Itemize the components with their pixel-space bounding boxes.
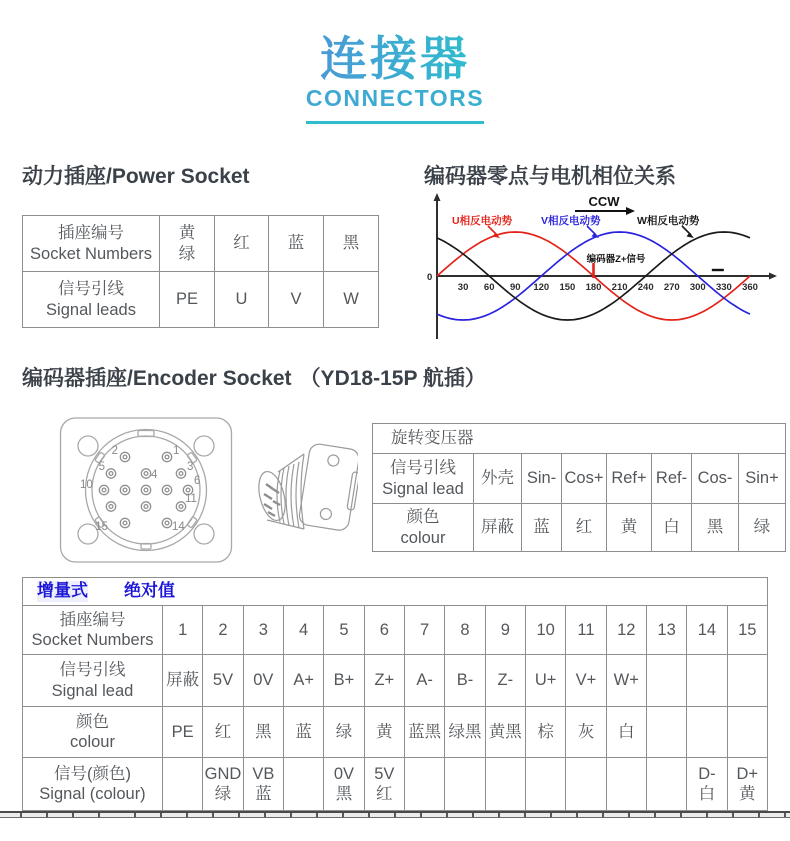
cell: GND 绿	[203, 758, 243, 811]
x-tick-label: 270	[663, 282, 680, 293]
page-title: 连接器	[320, 32, 470, 85]
page-subtitle: CONNECTORS	[0, 86, 790, 110]
encoder-socket-heading	[22, 362, 486, 392]
cell	[727, 655, 767, 707]
row-label-cn: 颜色	[76, 712, 109, 731]
x-tick-label: 300	[689, 282, 706, 293]
pin-label-11: 11	[185, 493, 197, 505]
power-socket-heading: 动力插座/Power Socket	[22, 165, 250, 188]
title-underline	[306, 121, 484, 124]
cell: 白	[606, 707, 646, 758]
pin-label-6: 6	[194, 475, 201, 487]
row-label-cn: 信号(颜色)	[54, 764, 131, 783]
x-tick-label: 180	[585, 282, 602, 293]
resolver-table	[372, 423, 786, 552]
cell: W	[324, 272, 379, 328]
pin-label-5: 5	[98, 461, 105, 473]
cell: Z+	[364, 655, 404, 707]
encoder-row-signal-colour	[23, 758, 768, 811]
resolver-title-row	[373, 424, 786, 454]
phase-chart-heading: 编码器零点与电机相位关系	[424, 165, 676, 188]
power-row-signal-leads	[23, 272, 379, 328]
series-w-label: W相反电动势	[637, 215, 700, 227]
connector-side-view-drawing	[246, 432, 358, 554]
power-row-socket-numbers	[23, 216, 379, 272]
page-header	[0, 33, 790, 124]
row-label-cn: 信号引线	[59, 661, 126, 680]
cell	[646, 655, 686, 707]
cell	[727, 707, 767, 758]
y-axis-arrow	[434, 193, 441, 201]
cell: Cos+	[562, 454, 607, 504]
tab-absolute[interactable]: 绝对值	[124, 581, 175, 601]
cell	[646, 707, 686, 758]
cell	[606, 758, 646, 811]
row-label-en: Signal lead	[51, 681, 134, 700]
x-tick-label: 330	[715, 282, 732, 293]
row-label-en: Signal leads	[46, 300, 136, 319]
cell: 3	[243, 606, 283, 655]
power-socket-table	[22, 215, 379, 328]
cell: 7	[404, 606, 444, 655]
cell: 绿	[739, 504, 786, 552]
cell	[163, 758, 203, 811]
power-socket-section	[22, 160, 378, 328]
x-axis-arrow	[769, 273, 777, 280]
x-tick-label: 210	[611, 282, 628, 293]
phase-chart	[424, 193, 790, 345]
cell: 棕	[525, 707, 565, 758]
cell: 绿	[324, 707, 364, 758]
cell: 屏蔽	[474, 504, 522, 552]
cell: 黑	[324, 216, 379, 272]
cell: 5	[324, 606, 364, 655]
cell	[445, 758, 485, 811]
phase-chart-section	[424, 160, 790, 293]
row-label-cn: 插座编号	[58, 224, 124, 243]
cell: 12	[606, 606, 646, 655]
cell: 外壳	[474, 454, 522, 504]
cell: Z-	[485, 655, 525, 707]
front-pins	[99, 452, 192, 527]
row-label-en: colour	[400, 528, 446, 547]
row-label-en: Socket Numbers	[31, 631, 154, 649]
origin-label: 0	[427, 272, 433, 283]
cell: 黄	[607, 504, 652, 552]
cell: 0V	[243, 655, 283, 707]
cell: 白	[652, 504, 692, 552]
pin-label-1: 1	[173, 445, 180, 457]
pin-label-10: 10	[80, 479, 93, 491]
encoder-tabs-cell	[23, 578, 768, 606]
cell: 13	[646, 606, 686, 655]
cell: 红	[203, 707, 243, 758]
row-label-cn: 插座编号	[59, 610, 126, 629]
cell	[525, 758, 565, 811]
x-tick-label: 360	[742, 282, 758, 293]
cell: 蓝	[522, 504, 562, 552]
encoder-heading-main: 编码器插座/Encoder Socket	[22, 367, 292, 390]
cell: Ref-	[652, 454, 692, 504]
cell: 黄	[364, 707, 404, 758]
cell: B-	[445, 655, 485, 707]
pin-label-2: 2	[111, 445, 118, 457]
cell: PE	[163, 707, 203, 758]
x-tick-label: 90	[510, 282, 521, 293]
cell: 11	[566, 606, 606, 655]
x-tick-label: 240	[637, 282, 654, 293]
cell: U	[215, 272, 269, 328]
cell: V	[269, 272, 324, 328]
cell: 10	[525, 606, 565, 655]
series-u-label: U相反电动势	[452, 215, 513, 227]
cell: 红	[215, 216, 269, 272]
row-label-signal-lead	[373, 454, 474, 504]
series-v-label: V相反电动势	[541, 215, 601, 227]
cell: B+	[324, 655, 364, 707]
cell: D+ 黄	[727, 758, 767, 811]
cell: 黄 绿	[160, 216, 215, 272]
cell: Sin+	[739, 454, 786, 504]
cell: 0V 黑	[324, 758, 364, 811]
tab-incremental[interactable]: 增量式	[37, 581, 88, 601]
cell: 9	[485, 606, 525, 655]
encoder-row-signal-lead	[23, 655, 768, 707]
encoder-row-socket-numbers	[23, 606, 768, 655]
cell: PE	[160, 272, 215, 328]
row-label-socket-numbers	[23, 216, 160, 272]
ccw-label: CCW	[588, 194, 620, 209]
x-tick-label: 150	[559, 282, 576, 293]
cell: 1	[163, 606, 203, 655]
row-label-en: colour	[70, 733, 115, 751]
row-label-signal-colour	[23, 758, 163, 811]
row-label-cn: 信号引线	[58, 280, 124, 299]
cell: 6	[364, 606, 404, 655]
next-table-cutoff-edge	[0, 811, 790, 818]
ccw-arrow-head	[626, 207, 635, 215]
cell	[687, 707, 727, 758]
cell: VB 蓝	[243, 758, 283, 811]
encoder-table	[22, 577, 768, 811]
pin-label-4: 4	[151, 469, 158, 481]
row-label-signal-leads	[23, 272, 160, 328]
x-tick-label: 120	[533, 282, 550, 293]
x-tick-label: 60	[483, 282, 495, 293]
cell: 黄黑	[485, 707, 525, 758]
row-label-cn: 信号引线	[390, 459, 456, 478]
z-signal-label: 编码器Z+信号	[586, 254, 646, 265]
row-label-socket-numbers	[23, 606, 163, 655]
cell: 15	[727, 606, 767, 655]
encoder-tabs-row	[23, 578, 768, 606]
pin-label-3: 3	[187, 461, 194, 473]
cell: 红	[562, 504, 607, 552]
encoder-row-colour	[23, 707, 768, 758]
cell	[404, 758, 444, 811]
cell: 8	[445, 606, 485, 655]
row-label-cn: 颜色	[406, 508, 440, 527]
pin-label-15: 15	[95, 521, 108, 533]
cell: 蓝黑	[404, 707, 444, 758]
cell: 2	[203, 606, 243, 655]
cell: U+	[525, 655, 565, 707]
row-label-signal-lead	[23, 655, 163, 707]
pin-label-14: 14	[172, 521, 185, 533]
cell: 黑	[692, 504, 739, 552]
cell	[687, 655, 727, 707]
cell: Sin-	[522, 454, 562, 504]
resolver-signal-row	[373, 454, 786, 504]
connector-front-view-drawing	[58, 414, 236, 566]
cell: A+	[283, 655, 323, 707]
row-label-colour	[373, 504, 474, 552]
row-label-en: Signal (colour)	[39, 785, 146, 803]
resolver-colour-row	[373, 504, 786, 552]
row-label-en: Signal lead	[382, 479, 464, 498]
cell: 灰	[566, 707, 606, 758]
encoder-heading-note: （YD18-15P 航插）	[299, 367, 486, 390]
cell	[646, 758, 686, 811]
cell: 绿黑	[445, 707, 485, 758]
cell	[283, 758, 323, 811]
cell: 屏蔽	[163, 655, 203, 707]
cell: A-	[404, 655, 444, 707]
x-tick-label: 30	[457, 282, 469, 293]
cell: Cos-	[692, 454, 739, 504]
resolver-title: 旋转变压器	[373, 424, 786, 454]
cell: 5V	[203, 655, 243, 707]
front-pin-labels	[80, 445, 200, 533]
cell: 4	[283, 606, 323, 655]
cell: D- 白	[687, 758, 727, 811]
cell: 蓝	[269, 216, 324, 272]
cell: V+	[566, 655, 606, 707]
cell: W+	[606, 655, 646, 707]
row-label-colour	[23, 707, 163, 758]
cell: 5V 红	[364, 758, 404, 811]
cell: 黑	[243, 707, 283, 758]
cell: Ref+	[607, 454, 652, 504]
cell	[485, 758, 525, 811]
cell	[566, 758, 606, 811]
cell: 蓝	[283, 707, 323, 758]
row-label-en: Socket Numbers	[30, 244, 152, 263]
cell: 14	[687, 606, 727, 655]
